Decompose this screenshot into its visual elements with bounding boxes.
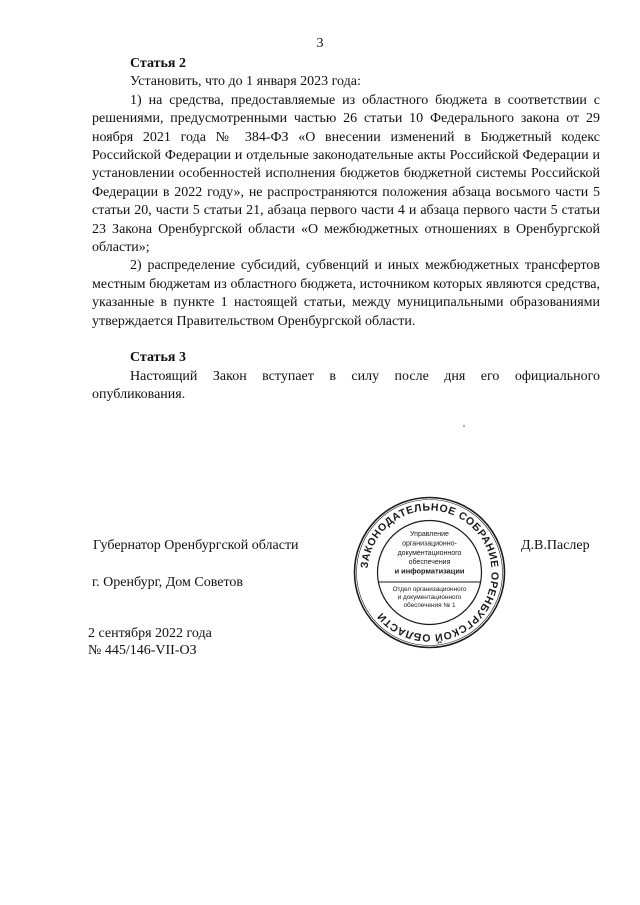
stamp-inner-top-line: и информатизации <box>394 566 465 576</box>
stamp-inner-bottom-line: и документационного <box>397 594 462 601</box>
article-2-paragraph-intro: Установить, что до 1 января 2023 года: <box>130 74 361 90</box>
article-2-paragraph-2: 2) распределение субсидий, субвенций и иных межбюджетных трансфертов местным бюджетам из областного бюджета, источником которых являются средства, указанные в пункте 1 настоящей статьи, между муниципальными образованиями утверждается Правительством Оренбургской области. <box>92 258 600 329</box>
stamp-inner-top-line: организационно- <box>402 540 457 548</box>
law-number: № 445/146-VII-ОЗ <box>88 643 197 658</box>
stamp-inner-top-line: Управление <box>410 531 449 538</box>
article-2-heading: Статья 2 <box>130 56 186 71</box>
article-3-paragraph: Настоящий Закон вступает в силу после дня его официального опубликования. <box>92 368 600 402</box>
stamp-inner-bottom-line: обеспечения № 1 <box>403 602 456 609</box>
page-number: 3 <box>316 36 324 51</box>
signer-name: Д.В.Паслер <box>521 538 590 553</box>
signer-title: Губернатор Оренбургской области <box>93 538 299 553</box>
official-stamp <box>352 495 507 650</box>
article-3-heading: Статья 3 <box>130 350 186 366</box>
stamp-inner-top-line: обеспечения <box>408 559 451 567</box>
document-body <box>92 55 600 404</box>
signing-place: г. Оренбург, Дом Советов <box>92 575 243 590</box>
stamp-ring-text: ЗАКОНОДАТЕЛЬНОЕ СОБРАНИЕ ОРЕНБУРГСКОЙ ОБЛАСТИ <box>358 501 501 644</box>
scan-dot <box>463 425 465 427</box>
article-2-paragraph-1: 1) на средства, предоставляемые из областного бюджета в соответствии с решениями, предусмотренными частью 26 статьи 10 Федерального закона от 29 ноября 2021 года № 384-ФЗ «О внесении изменений в Бюджетный кодекс Российской Федерации и отдельные законодательные акты Российской Федерации и установлении особенностей исполнения бюджетов бюджетной системы Российской Федерации в 2022 году», не распространяются положения абзаца восьмого части 5 статьи 20, части 5 статьи 21, абзаца первого части 4 и абзаца первого части 5 статьи 23 Закона Оренбургской области «О межбюджетных отношениях в Оренбургской области»; <box>92 92 600 256</box>
stamp-inner-bottom-line: Отдел организационного <box>392 586 467 593</box>
stamp-inner-top-line: документационного <box>397 549 462 557</box>
law-date: 2 сентября 2022 года <box>88 626 212 641</box>
